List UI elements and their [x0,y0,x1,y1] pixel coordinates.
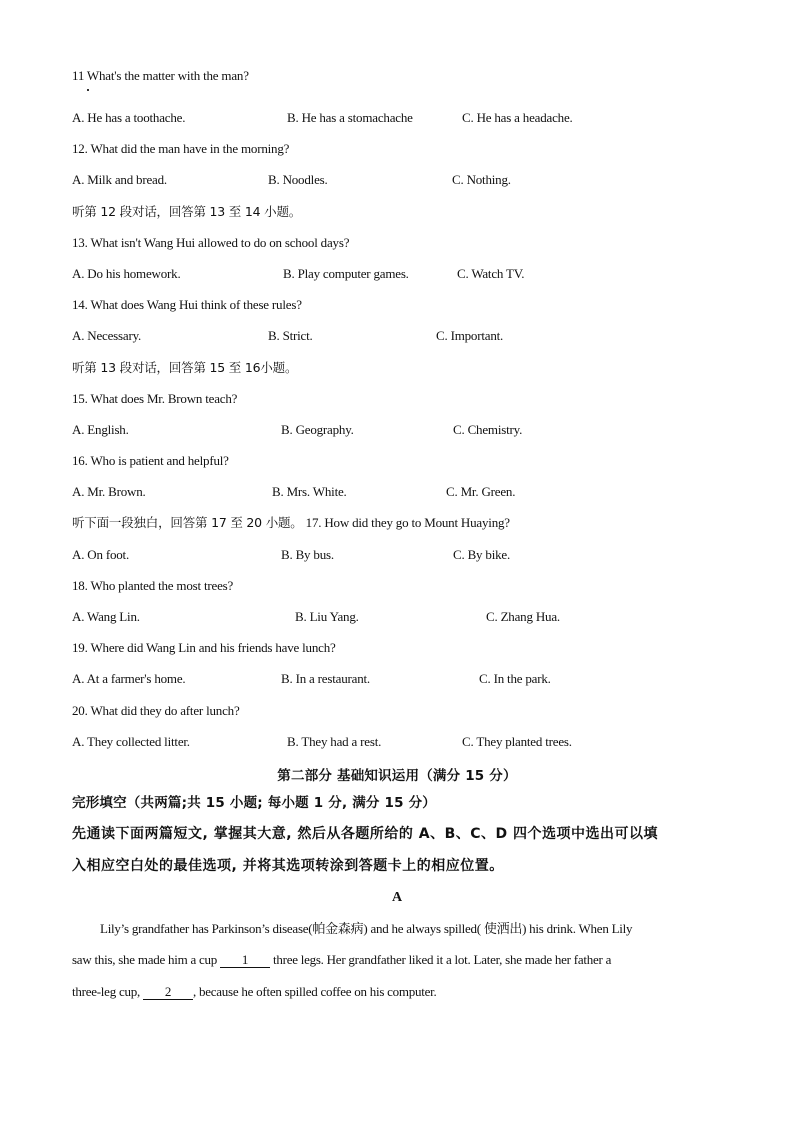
q16-option-b: B. Mrs. White. [272,484,347,499]
question-16: 16. Who is patient and helpful? [72,453,229,468]
q20-option-b: B. They had a rest. [287,734,382,749]
q15-option-b: B. Geography. [281,422,354,437]
passage-line-1: Lily’s grandfather has Parkinson’s disease(帕金森病) and he always spilled( 使洒出) his drink. When Lily [100,921,633,936]
q19-option-b: B. In a restaurant. [281,671,370,686]
q11-option-c: C. He has a headache. [462,110,573,125]
q17-option-a: A. On foot. [72,547,130,562]
question-19: 19. Where did Wang Lin and his friends have lunch? [72,640,336,655]
question-18: 18. Who planted the most trees? [72,578,234,593]
instruction-dialog-12: 听第 12 段对话，回答第 13 至 14 小题。 [72,204,302,219]
q18-option-b: B. Liu Yang. [295,609,359,624]
passage-line-2 [72,952,611,968]
q16-option-a: A. Mr. Brown. [72,484,146,499]
question-14: 14. What does Wang Hui think of these rules? [72,297,302,312]
q20-option-a: A. They collected litter. [72,734,190,749]
passage-line-3 [72,984,437,1000]
passage-line-2-start: saw this, she made him a cup [72,952,220,967]
question-11: 11 What's the matter with the man? [72,68,249,83]
instruction-monologue: 听下面一段独白，回答第 17 至 20 小题。 [72,515,303,530]
q13-option-a: A. Do his homework. [72,266,181,281]
part2-title: 第二部分 基础知识运用（满分 15 分） [277,768,517,784]
question-15: 15. What does Mr. Brown teach? [72,391,238,406]
question-17: 17. How did they go to Mount Huaying? [305,515,510,530]
q11-option-b: B. He has a stomachache [287,110,413,125]
q17-option-b: B. By bus. [281,547,334,562]
monologue-line [72,515,510,531]
q13-option-b: B. Play computer games. [283,266,409,281]
q15-option-a: A. English. [72,422,129,437]
q20-option-c: C. They planted trees. [462,734,572,749]
q15-option-c: C. Chemistry. [453,422,523,437]
passage-label: A [391,890,403,905]
q11-option-a: A. He has a toothache. [72,110,186,125]
q14-option-a: A. Necessary. [72,328,142,343]
passage-line-3-end: , because he often spilled coffee on his computer. [192,984,437,999]
q13-option-c: C. Watch TV. [457,266,525,281]
q12-option-c: C. Nothing. [452,172,511,187]
part2-directions-line1: 先通读下面两篇短文, 掌握其大意, 然后从各题所给的 A、B、C、D 四个选项中选出可以填 [72,826,659,842]
passage-line-3-start: three-leg cup, [72,984,143,999]
q18-option-c: C. Zhang Hua. [486,609,560,624]
q18-option-a: A. Wang Lin. [72,609,140,624]
question-20: 20. What did they do after lunch? [72,703,240,718]
q19-option-c: C. In the park. [479,671,551,686]
q17-option-c: C. By bike. [453,547,511,562]
q12-option-b: B. Noodles. [268,172,328,187]
part2-subtitle: 完形填空（共两篇;共 15 小题; 每小题 1 分, 满分 15 分） [72,795,436,811]
blank-2: 2 [143,985,193,1000]
question-13: 13. What isn't Wang Hui allowed to do on school days? [72,235,350,250]
passage-line-2-end: three legs. Her grandfather liked it a lot. Later, she made her father a [270,952,612,967]
instruction-dialog-13: 听第 13 段对话，回答第 15 至 16小题。 [72,360,298,375]
q19-option-a: A. At a farmer's home. [72,671,186,686]
blank-1: 1 [220,953,270,968]
q14-option-c: C. Important. [436,328,504,343]
question-12: 12. What did the man have in the morning? [72,141,290,156]
part2-directions-line2: 入相应空白处的最佳选项, 并将其选项转涂到答题卡上的相应位置。 [72,858,504,874]
q12-option-a: A. Milk and bread. [72,172,167,187]
q16-option-c: C. Mr. Green. [446,484,516,499]
q14-option-b: B. Strict. [268,328,313,343]
stray-dot-mark [87,89,89,91]
